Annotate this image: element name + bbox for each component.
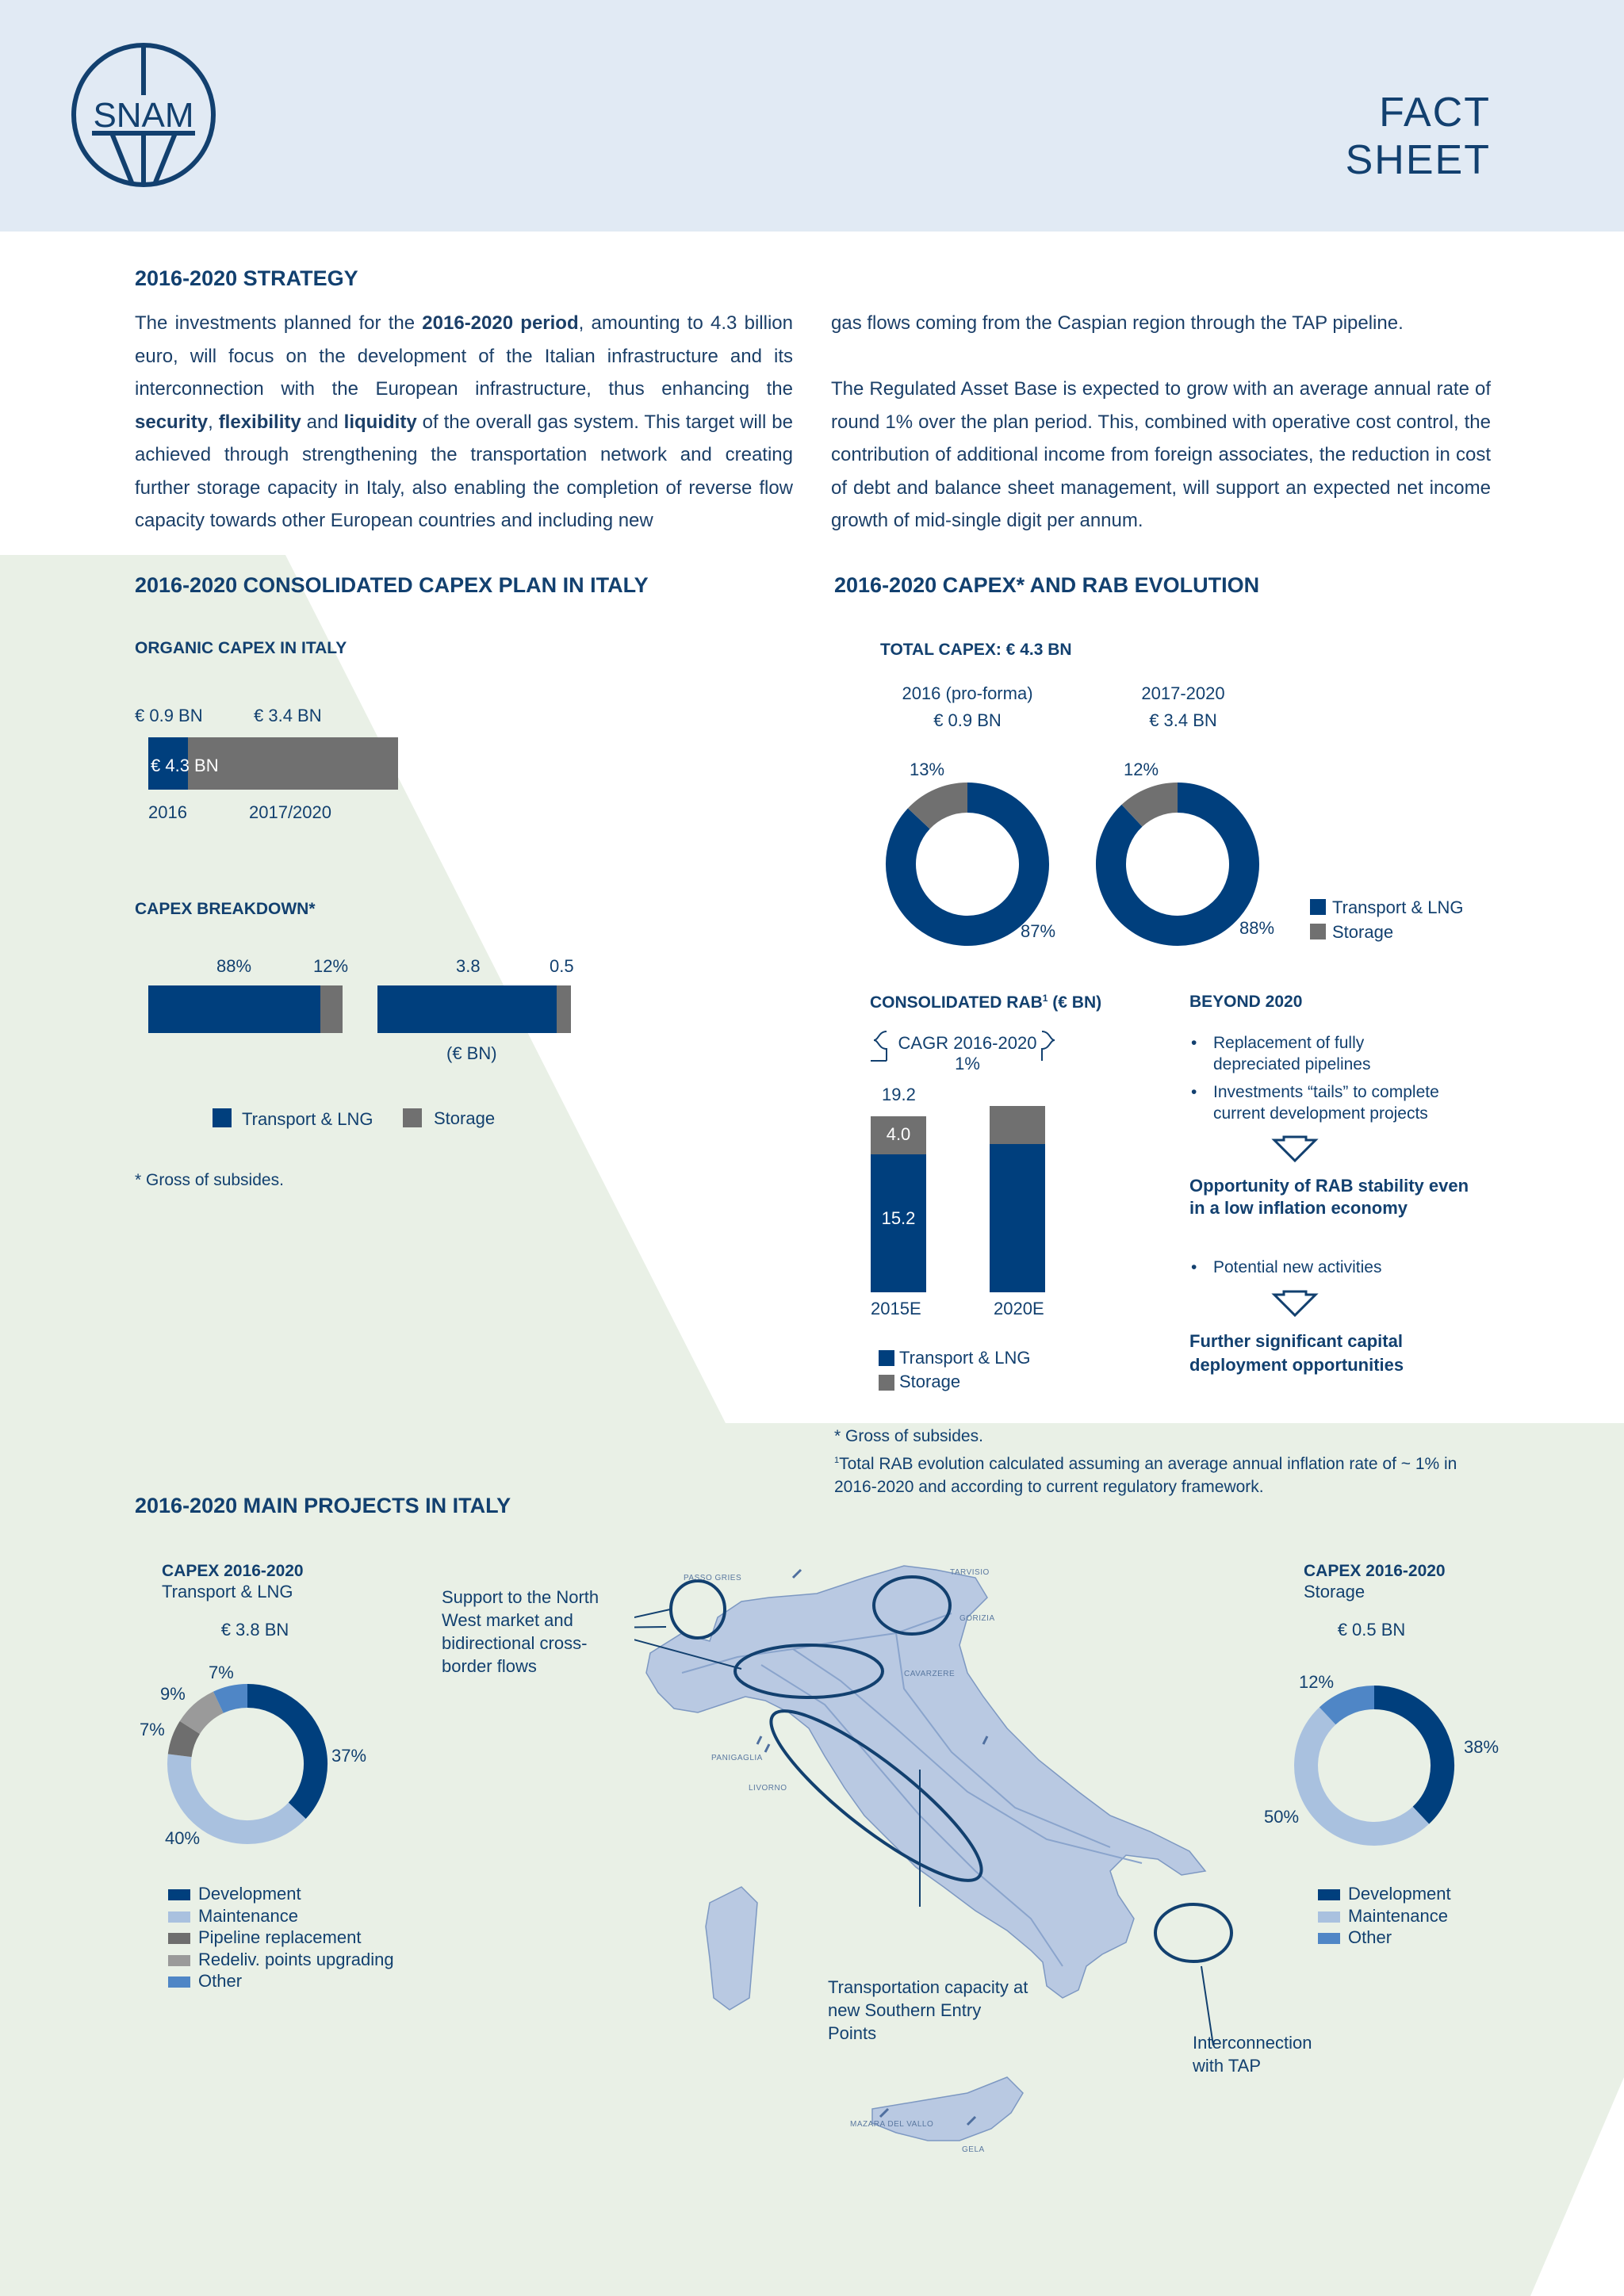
total-capex-label: TOTAL CAPEX: € 4.3 BN bbox=[880, 641, 1072, 659]
rab-footnote-1: * Gross of subsides. bbox=[834, 1427, 983, 1445]
donut1-storage-pct: 13% bbox=[910, 760, 945, 779]
legend-label: Redeliv. points upgrading bbox=[198, 1949, 394, 1969]
legend-swatch bbox=[168, 1911, 190, 1923]
legend-swatch bbox=[1318, 1911, 1340, 1923]
rab-bar1-label: 2015E bbox=[871, 1299, 921, 1318]
rab-transport-2015-value: 15.2 bbox=[881, 1208, 916, 1228]
donut1-transport-pct: 87% bbox=[1021, 921, 1056, 941]
rab-legend-swatch-transport-top bbox=[1310, 899, 1326, 915]
donut-slice-maintenance bbox=[1306, 1716, 1421, 1834]
annotation-southern-entry: Transportation capacity at new Southern Entry Points bbox=[828, 1977, 1028, 2043]
projects-left-development-pct: 37% bbox=[331, 1746, 367, 1766]
donut-slice-redeliv bbox=[190, 1702, 218, 1728]
rab-legend-swatch-storage bbox=[879, 1375, 894, 1391]
donut-chart-2016 bbox=[880, 777, 1055, 951]
arrow-down-icon bbox=[1271, 1135, 1319, 1164]
rab-legend-swatch-transport bbox=[879, 1350, 894, 1366]
rab-footnote-2: $^1$Total RAB evolution calculated assuming an average annual inflation rate of ~ 1% in 2016-2020 and according to current regulatory framework. bbox=[834, 1455, 1457, 1496]
organic-capex-label: ORGANIC CAPEX IN ITALY bbox=[135, 639, 347, 657]
donut1-title: 2016 (pro-forma) bbox=[902, 683, 1033, 703]
place-gorizia: GORIZIA bbox=[959, 1614, 995, 1623]
projects-left-value: € 3.8 BN bbox=[220, 1620, 289, 1640]
legend-label: Maintenance bbox=[198, 1905, 298, 1926]
page-title: FACT SHEET bbox=[1345, 90, 1491, 183]
projects-left-title: CAPEX 2016-2020 bbox=[162, 1562, 304, 1580]
capex-plan-heading: 2016-2020 CONSOLIDATED CAPEX PLAN IN ITALY bbox=[135, 573, 649, 597]
projects-left-maintenance-pct: 40% bbox=[165, 1828, 201, 1848]
rab-bar2-label: 2020E bbox=[994, 1299, 1044, 1318]
rab-legend-swatch-storage-top bbox=[1310, 924, 1326, 939]
strategy-paragraph-right-2: The Regulated Asset Base is expected to grow with an average annual rate of round 1% over the plan period. This, combined with operative cost control, the contribution of additional income from foreign associates, the reduction in cost of debt and balance sheet management, will support an expected net income growth of mid-single digit per annum. bbox=[831, 378, 1491, 531]
projects-left-pipeline-pct: 7% bbox=[140, 1720, 165, 1739]
italy-map bbox=[634, 1554, 1269, 2172]
projects-right-value: € 0.5 BN bbox=[1337, 1620, 1406, 1640]
breakdown-pct-transport: 88% bbox=[216, 956, 252, 976]
breakdown-pct-bar-storage bbox=[320, 985, 343, 1033]
projects-heading: 2016-2020 MAIN PROJECTS IN ITALY bbox=[135, 1494, 511, 1517]
svg-text:SNAM: SNAM bbox=[93, 96, 194, 135]
strategy-paragraph-right-1: gas flows coming from the Caspian region through the TAP pipeline. bbox=[831, 312, 1404, 334]
legend-transport-label: Transport & LNG bbox=[242, 1109, 373, 1129]
legend-swatch bbox=[168, 1976, 190, 1988]
donut-slice-other bbox=[218, 1696, 247, 1702]
legend-storage-label: Storage bbox=[434, 1108, 496, 1128]
legend-label: Development bbox=[198, 1884, 301, 1904]
donut2-transport-pct: 88% bbox=[1239, 918, 1275, 938]
place-tarvisio: TARVISIO bbox=[950, 1568, 990, 1577]
breakdown-val-storage: 0.5 bbox=[550, 956, 574, 976]
beyond-result-2: Further significant capital deployment opportunities bbox=[1189, 1331, 1404, 1375]
beyond-result-1: Opportunity of RAB stability even in a low inflation economy bbox=[1189, 1176, 1469, 1218]
breakdown-pct-storage: 12% bbox=[313, 956, 349, 976]
capex-plan-footnote: * Gross of subsides. bbox=[135, 1171, 284, 1189]
legend-swatch bbox=[168, 1955, 190, 1966]
legend-label: Development bbox=[1348, 1884, 1451, 1904]
legend-label: Other bbox=[1348, 1927, 1392, 1947]
legend-swatch bbox=[1318, 1889, 1340, 1900]
legend-swatch bbox=[168, 1889, 190, 1900]
breakdown-val-transport: 3.8 bbox=[456, 956, 481, 976]
projects-left-subtitle: Transport & LNG bbox=[162, 1582, 293, 1601]
projects-left-redeliv-pct: 9% bbox=[160, 1684, 186, 1704]
donut-slice-transport bbox=[1111, 798, 1244, 931]
snam-logo bbox=[68, 40, 219, 190]
cagr-label-line2: 1% bbox=[955, 1054, 980, 1073]
projects-right-maintenance-pct: 50% bbox=[1264, 1807, 1300, 1827]
legend-label: Other bbox=[198, 1971, 243, 1991]
legend-label: Maintenance bbox=[1348, 1905, 1448, 1926]
place-cavarzere: CAVARZERE bbox=[904, 1670, 956, 1678]
legend-label: Pipeline replacement bbox=[198, 1927, 362, 1947]
beyond-bullet-1: • Replacement of fully depreciated pipelines bbox=[1213, 1032, 1427, 1075]
place-passo-gries: PASSO GRIES bbox=[684, 1574, 742, 1582]
donut2-storage-pct: 12% bbox=[1124, 760, 1159, 779]
donut-slice-storage bbox=[1132, 798, 1178, 816]
capex-rab-heading: 2016-2020 CAPEX* AND RAB EVOLUTION bbox=[834, 573, 1260, 597]
capex-breakdown-label: CAPEX BREAKDOWN* bbox=[135, 900, 316, 918]
donut-chart-transport bbox=[164, 1681, 331, 1847]
donut-chart-storage bbox=[1291, 1682, 1457, 1849]
donut-slice-storage bbox=[919, 798, 967, 818]
rab-legend-transport-top: Transport & LNG bbox=[1332, 897, 1464, 917]
organic-1720-value: € 3.4 BN bbox=[254, 706, 322, 725]
legend-swatch-transport bbox=[213, 1108, 232, 1127]
projects-right-title: CAPEX 2016-2020 bbox=[1304, 1562, 1446, 1580]
breakdown-val-bar-storage bbox=[557, 985, 571, 1033]
donut-slice-development bbox=[1374, 1697, 1442, 1816]
donut1-value: € 0.9 BN bbox=[933, 710, 1002, 730]
rab-legend-transport: Transport & LNG bbox=[899, 1348, 1031, 1368]
place-livorno: LIVORNO bbox=[749, 1784, 787, 1793]
projects-right-other-pct: 12% bbox=[1299, 1672, 1335, 1692]
legend-swatch bbox=[168, 1933, 190, 1944]
organic-total-label: € 4.3 BN bbox=[151, 756, 219, 775]
projects-right-development-pct: 38% bbox=[1464, 1737, 1500, 1757]
donut-slice-maintenance bbox=[179, 1755, 297, 1832]
place-mazara: MAZARA DEL VALLO bbox=[850, 2120, 934, 2129]
arrow-down-icon bbox=[1271, 1290, 1319, 1318]
rab-storage-2015-value: 4.0 bbox=[886, 1124, 911, 1144]
donut2-value: € 3.4 BN bbox=[1149, 710, 1217, 730]
rab-bar-2020-transport bbox=[990, 1144, 1045, 1292]
place-panigaglia: PANIGAGLIA bbox=[711, 1754, 763, 1762]
cagr-label-line1: CAGR 2016-2020 bbox=[898, 1033, 1037, 1053]
donut2-title: 2017-2020 bbox=[1141, 683, 1225, 703]
rab-bar-2020-storage bbox=[990, 1106, 1045, 1144]
breakdown-val-bar-transport bbox=[377, 985, 557, 1033]
annotation-north-west: Support to the North West market and bidirectional cross-border flows bbox=[442, 1587, 599, 1676]
annotation-tap: Interconnection with TAP bbox=[1193, 2033, 1312, 2076]
rab-legend-storage: Storage bbox=[899, 1372, 961, 1391]
beyond-2020-heading: BEYOND 2020 bbox=[1189, 993, 1303, 1011]
donut-slice-pipeline bbox=[180, 1728, 190, 1755]
legend-swatch-storage bbox=[403, 1108, 422, 1127]
rab-legend-storage-top: Storage bbox=[1332, 922, 1394, 942]
beyond-bullet-2: • Investments “tails” to complete current development projects bbox=[1213, 1081, 1467, 1124]
strategy-paragraph-left: The investments planned for the 2016-2020 period, amounting to 4.3 billion euro, will focus on the development of the Italian infrastructure and its interconnection with the European infrastructure, thus enhancing the security, flexibility and liquidity of the overall gas system. This target will be achieved through strengthening the transportation network and creating further storage capacity in Italy, also enabling the completion of reverse flow capacity towards other European countries and including new bbox=[135, 312, 793, 531]
breakdown-unit: (€ BN) bbox=[446, 1043, 497, 1063]
strategy-heading: 2016-2020 STRATEGY bbox=[135, 266, 358, 290]
organic-bar-1720 bbox=[188, 737, 398, 790]
donut-chart-2017-2020 bbox=[1090, 777, 1265, 951]
organic-2016-label: 2016 bbox=[148, 802, 187, 822]
organic-1720-label: 2017/2020 bbox=[249, 802, 331, 822]
organic-2016-value: € 0.9 BN bbox=[135, 706, 203, 725]
rab-total-2015: 19.2 bbox=[882, 1085, 916, 1104]
rab-heading: CONSOLIDATED RAB$^1$ (€ BN) bbox=[870, 993, 1102, 1012]
beyond-bullet-3: • Potential new activities bbox=[1213, 1257, 1467, 1278]
place-gela: GELA bbox=[962, 2145, 985, 2154]
legend-swatch bbox=[1318, 1933, 1340, 1944]
breakdown-pct-bar-transport bbox=[148, 985, 320, 1033]
donut-slice-development bbox=[247, 1696, 316, 1811]
projects-left-other-pct: 7% bbox=[209, 1663, 234, 1682]
donut-slice-other bbox=[1327, 1697, 1374, 1716]
projects-right-subtitle: Storage bbox=[1304, 1582, 1365, 1601]
